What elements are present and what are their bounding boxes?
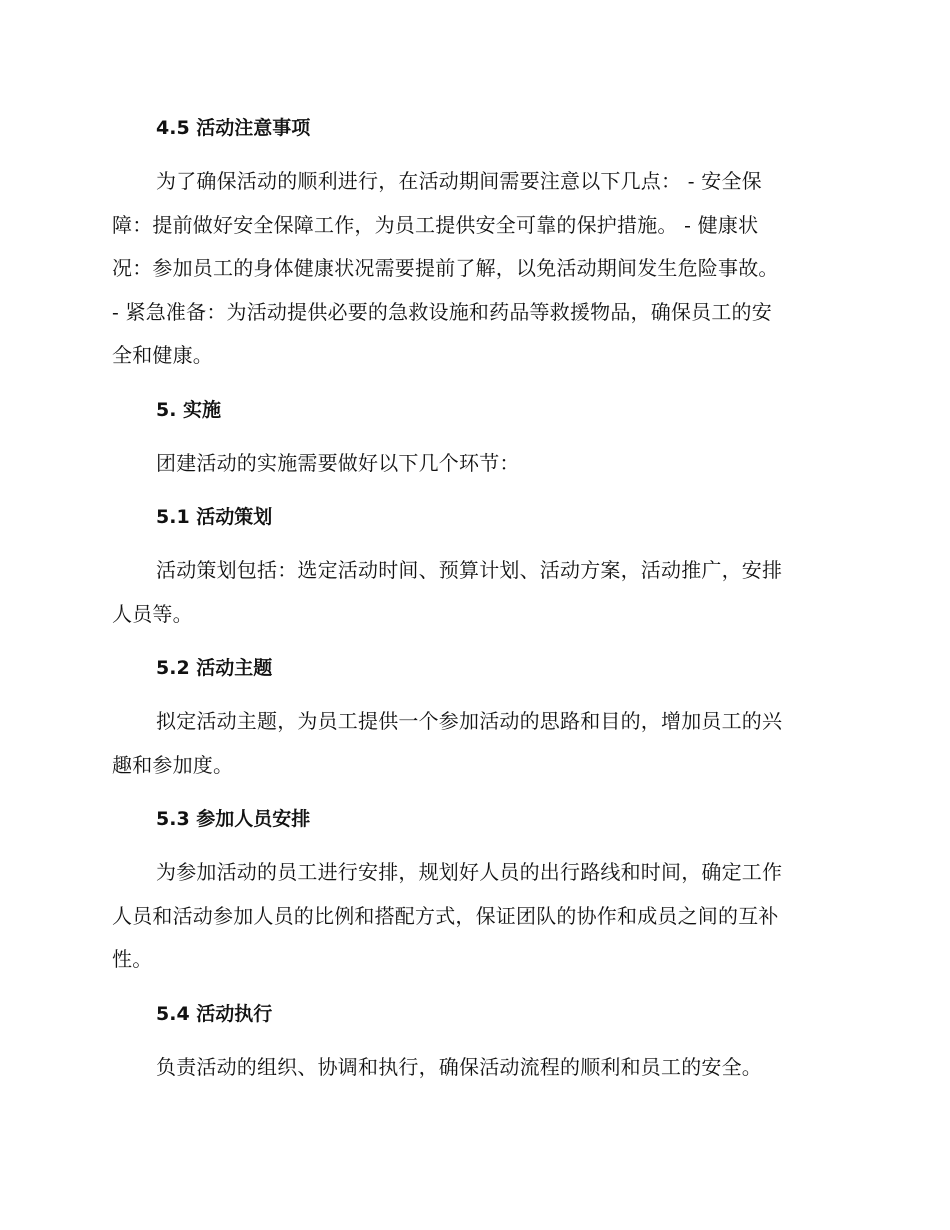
- section-heading-4-5: 4.5 活动注意事项: [156, 117, 311, 139]
- section-heading-5-1: 5.1 活动策划: [156, 506, 273, 528]
- paragraph-line: 人员和活动参加人员的比例和搭配方式，保证团队的协作和成员之间的互补: [112, 903, 779, 928]
- paragraph-line: 拟定活动主题，为员工提供一个参加活动的思路和目的，增加员工的兴: [156, 709, 783, 733]
- section-paragraph-5-1: [112, 549, 832, 636]
- paragraph-line: 团建活动的实施需要做好以下几个环节：: [156, 450, 520, 475]
- paragraph-line: - 紧急准备：为活动提供必要的急救设施和药品等救援物品，确保员工的安: [112, 299, 772, 324]
- section-paragraph-5: [112, 442, 832, 486]
- section-paragraph-5-4: [112, 1046, 832, 1090]
- paragraph-line: 为了确保活动的顺利进行，在活动期间需要注意以下几点： - 安全保: [156, 169, 762, 193]
- paragraph-line: 为参加活动的员工进行安排，规划好人员的出行路线和时间，确定工作: [156, 860, 783, 884]
- paragraph-line: 活动策划包括：选定活动时间、预算计划、活动方案，活动推广，安排: [156, 558, 783, 582]
- paragraph-line: 人员等。: [112, 601, 193, 626]
- section-paragraph-4-5: [112, 160, 832, 378]
- paragraph-line: 趣和参加度。: [112, 752, 234, 777]
- section-paragraph-5-3: [112, 851, 832, 982]
- section-heading-5-3: 5.3 参加人员安排: [156, 808, 311, 830]
- section-heading-5-2: 5.2 活动主题: [156, 657, 273, 679]
- document-body: [112, 108, 832, 1101]
- paragraph-line: 全和健康。: [112, 343, 213, 367]
- section-heading-5: 5. 实施: [156, 398, 222, 421]
- paragraph-line: 负责活动的组织、协调和执行，确保活动流程的顺利和员工的安全。: [156, 1054, 762, 1079]
- section-paragraph-5-2: [112, 700, 832, 787]
- paragraph-line: 性。: [112, 947, 153, 971]
- paragraph-line: 障：提前做好安全保障工作，为员工提供安全可靠的保护措施。 - 健康状: [112, 212, 759, 237]
- section-heading-5-4: 5.4 活动执行: [156, 1002, 273, 1025]
- paragraph-line: 况：参加员工的身体健康状况需要提前了解，以免活动期间发生危险事故。: [112, 256, 779, 280]
